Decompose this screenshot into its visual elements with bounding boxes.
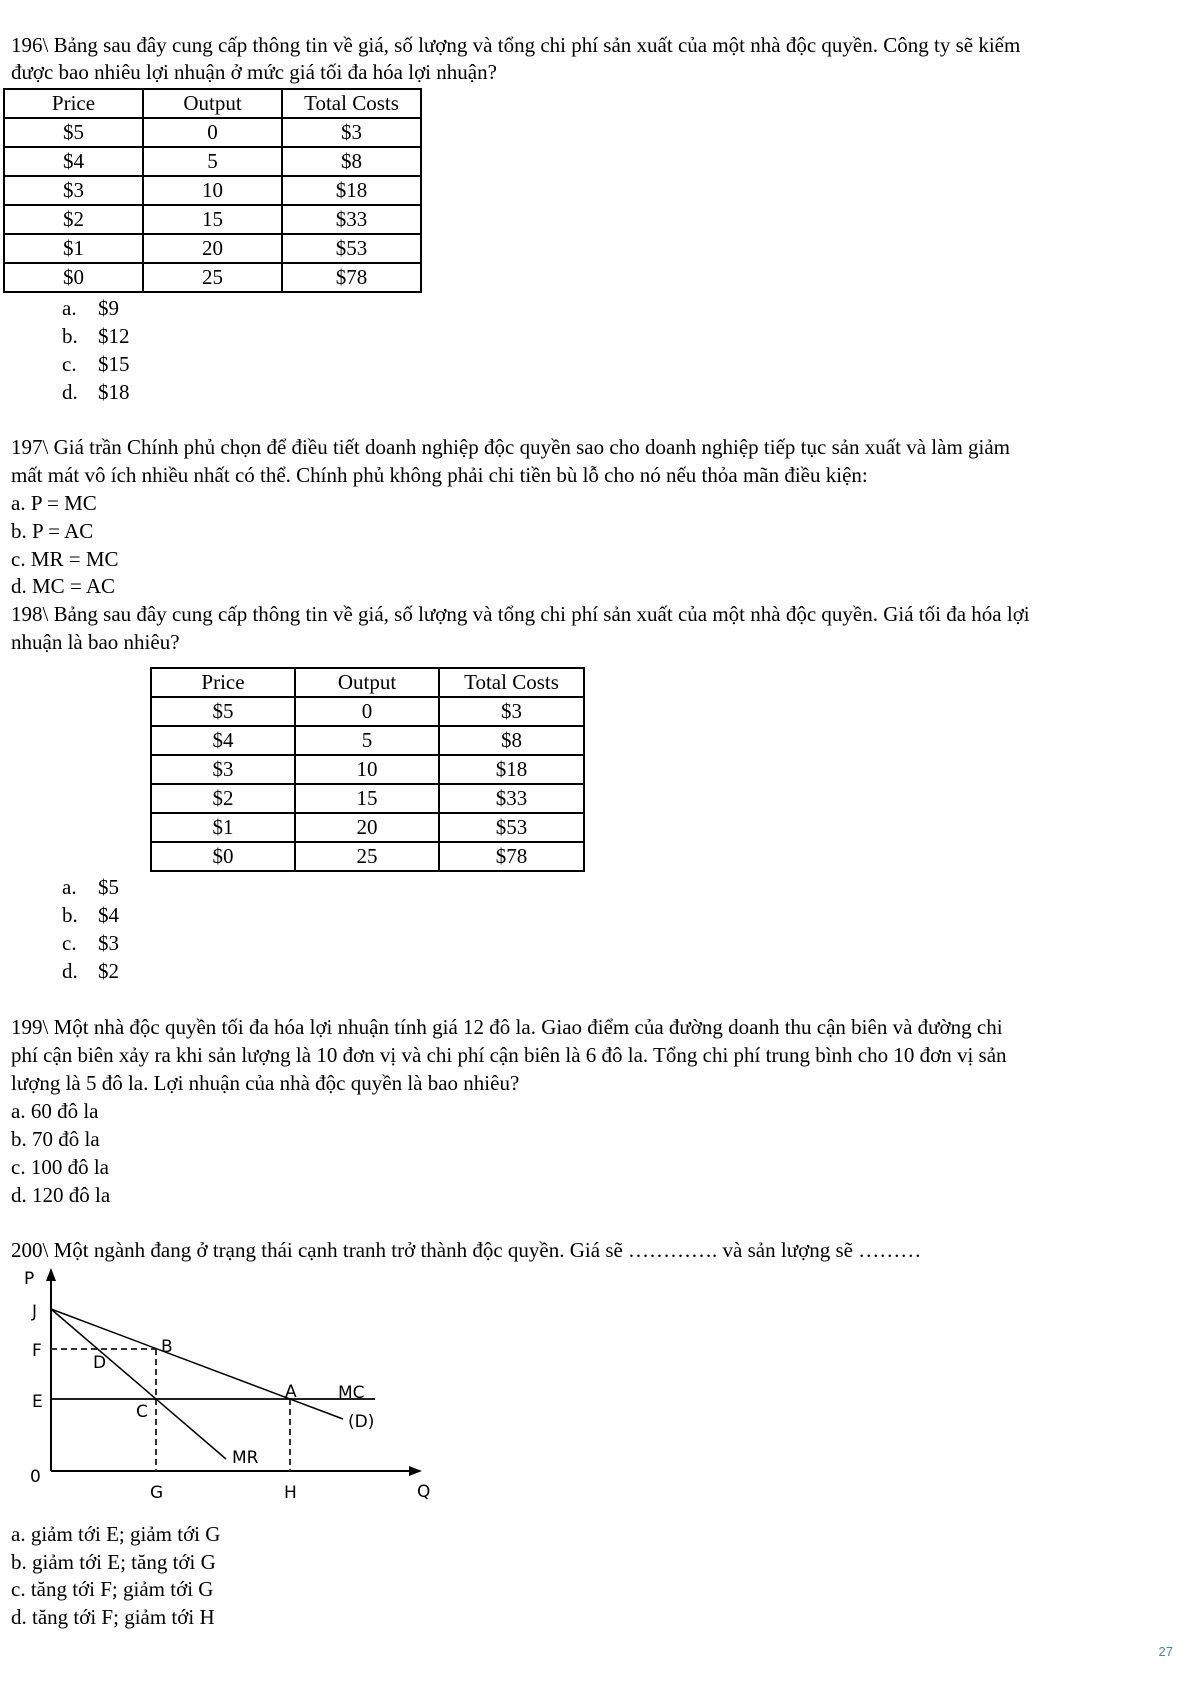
- option-a: [62, 294, 119, 322]
- tick-label-j: J: [32, 1302, 38, 1322]
- question-200-text-line-1: 200\ Một ngành đang ở trạng thái cạnh tranh trở thành độc quyền. Giá sẽ …………. và sản lượng sẽ ………: [11, 1238, 922, 1262]
- cell-total-costs: $18: [282, 176, 421, 205]
- option-a: a. P = MC: [11, 491, 97, 515]
- table-row: [151, 784, 584, 813]
- option-d: [62, 957, 119, 985]
- cell-total-costs: $53: [282, 234, 421, 263]
- question-199-text-line-2: phí cận biên xảy ra khi sản lượng là 10 đơn vị và chi phí cận biên là 6 đô la. Tổng chi phí trung bình cho 10 đơn vị sản: [11, 1043, 1007, 1067]
- curve-label-mc: MC: [338, 1383, 365, 1403]
- option-b: b. P = AC: [11, 519, 94, 543]
- option-text: $2: [98, 959, 119, 983]
- curve-label-demand: (D): [348, 1412, 375, 1432]
- cell-total-costs: $33: [439, 784, 584, 813]
- origin-label: 0: [30, 1467, 41, 1487]
- question-197-text-line-1: 197\ Giá trần Chính phủ chọn để điều tiết doanh nghiệp độc quyền sao cho doanh nghiệp tiếp tục sản xuất và làm giảm: [11, 435, 1011, 459]
- option-letter: c.: [62, 352, 77, 376]
- option-letter: c.: [62, 931, 77, 955]
- cell-price: $2: [4, 205, 143, 234]
- monopoly-diagram: [0, 1265, 450, 1515]
- tick-label-h: H: [284, 1483, 297, 1503]
- cell-price: $0: [151, 842, 295, 871]
- option-d: d. tăng tới F; giảm tới H: [11, 1605, 215, 1629]
- option-letter: b.: [62, 324, 78, 348]
- option-c: c. 100 đô la: [11, 1155, 109, 1179]
- y-axis-label: P: [24, 1269, 35, 1289]
- cell-price: $1: [151, 813, 295, 842]
- option-letter: d.: [62, 380, 78, 404]
- cell-total-costs: $53: [439, 813, 584, 842]
- header-total-costs: Total Costs: [439, 668, 584, 697]
- cell-price: $0: [4, 263, 143, 292]
- option-c: [62, 350, 130, 378]
- table-row: [151, 726, 584, 755]
- cell-price: $5: [4, 118, 143, 147]
- header-output: Output: [143, 89, 282, 118]
- table-row: [151, 842, 584, 871]
- cell-price: $1: [4, 234, 143, 263]
- option-text: $5: [98, 875, 119, 899]
- option-letter: d.: [62, 959, 78, 983]
- option-a: [62, 873, 119, 901]
- cell-output: 0: [295, 697, 439, 726]
- question-197-text-line-2: mất mát vô ích nhiều nhất có thể. Chính phủ không phải chi tiền bù lỗ cho nó nếu thỏa mãn điều kiện:: [11, 463, 868, 487]
- cell-price: $2: [151, 784, 295, 813]
- table-row: [151, 697, 584, 726]
- cell-total-costs: $78: [282, 263, 421, 292]
- cell-output: 0: [143, 118, 282, 147]
- option-a: a. giảm tới E; giảm tới G: [11, 1522, 221, 1546]
- table-row: [151, 813, 584, 842]
- x-axis-label: Q: [417, 1482, 431, 1502]
- x-axis-arrow-icon: [409, 1466, 422, 1476]
- cell-price: $3: [151, 755, 295, 784]
- point-label-b: B: [161, 1337, 173, 1357]
- table-row: [4, 234, 421, 263]
- cell-price: $5: [151, 697, 295, 726]
- cell-total-costs: $33: [282, 205, 421, 234]
- cell-output: 20: [143, 234, 282, 263]
- cell-output: 25: [295, 842, 439, 871]
- table-header-row: [151, 668, 584, 697]
- page-number: 27: [1158, 1644, 1173, 1659]
- cell-output: 10: [295, 755, 439, 784]
- cell-output: 15: [143, 205, 282, 234]
- table-row: [4, 147, 421, 176]
- question-198-table: [150, 667, 585, 872]
- option-letter: a.: [62, 875, 77, 899]
- table-row: [151, 755, 584, 784]
- option-d: [62, 378, 130, 406]
- option-text: $12: [98, 324, 130, 348]
- option-b: [62, 322, 130, 350]
- option-letter: a.: [62, 296, 77, 320]
- point-label-a: A: [285, 1382, 297, 1402]
- header-total-costs: Total Costs: [282, 89, 421, 118]
- option-d: d. 120 đô la: [11, 1183, 111, 1207]
- question-199-text-line-3: lượng là 5 đô la. Lợi nhuận của nhà độc quyền là bao nhiêu?: [11, 1071, 520, 1095]
- cell-total-costs: $3: [282, 118, 421, 147]
- option-b: [62, 901, 119, 929]
- tick-label-g: G: [150, 1483, 164, 1503]
- mr-curve: [51, 1309, 226, 1459]
- cell-total-costs: $8: [282, 147, 421, 176]
- tick-label-e: E: [32, 1392, 43, 1412]
- question-196-text-line-1: 196\ Bảng sau đây cung cấp thông tin về giá, số lượng và tổng chi phí sản xuất của một nhà độc quyền. Công ty sẽ kiếm: [11, 33, 1021, 57]
- cell-total-costs: $8: [439, 726, 584, 755]
- header-output: Output: [295, 668, 439, 697]
- question-198-text-line-1: 198\ Bảng sau đây cung cấp thông tin về giá, số lượng và tổng chi phí sản xuất của một nhà độc quyền. Giá tối đa hóa lợi: [11, 602, 1030, 626]
- option-text: $3: [98, 931, 119, 955]
- option-text: $18: [98, 380, 130, 404]
- question-198-text-line-2: nhuận là bao nhiêu?: [11, 630, 180, 654]
- table-row: [4, 263, 421, 292]
- table-row: [4, 118, 421, 147]
- cell-total-costs: $3: [439, 697, 584, 726]
- option-c: c. MR = MC: [11, 547, 119, 571]
- cell-total-costs: $78: [439, 842, 584, 871]
- question-196-text-line-2: được bao nhiêu lợi nhuận ở mức giá tối đa hóa lợi nhuận?: [11, 60, 497, 84]
- cell-price: $4: [4, 147, 143, 176]
- header-price: Price: [151, 668, 295, 697]
- option-b: b. 70 đô la: [11, 1127, 100, 1151]
- cell-output: 20: [295, 813, 439, 842]
- cell-output: 5: [143, 147, 282, 176]
- table-row: [4, 205, 421, 234]
- option-b: b. giảm tới E; tăng tới G: [11, 1550, 216, 1574]
- option-text: $15: [98, 352, 130, 376]
- option-d: d. MC = AC: [11, 574, 116, 598]
- cell-price: $3: [4, 176, 143, 205]
- option-text: $9: [98, 296, 119, 320]
- point-label-c: C: [136, 1402, 148, 1422]
- cell-output: 15: [295, 784, 439, 813]
- option-text: $4: [98, 903, 119, 927]
- table-row: [4, 176, 421, 205]
- option-letter: b.: [62, 903, 78, 927]
- tick-label-f: F: [32, 1341, 42, 1361]
- option-c: [62, 929, 119, 957]
- question-199-text-line-1: 199\ Một nhà độc quyền tối đa hóa lợi nhuận tính giá 12 đô la. Giao điểm của đường doanh thu cận biên và đường chi: [11, 1015, 1003, 1039]
- header-price: Price: [4, 89, 143, 118]
- option-a: a. 60 đô la: [11, 1099, 99, 1123]
- point-label-d: D: [93, 1353, 107, 1373]
- y-axis-arrow-icon: [46, 1268, 56, 1281]
- table-header-row: [4, 89, 421, 118]
- cell-total-costs: $18: [439, 755, 584, 784]
- cell-output: 5: [295, 726, 439, 755]
- cell-output: 10: [143, 176, 282, 205]
- question-196-table: [3, 88, 422, 293]
- option-c: c. tăng tới F; giảm tới G: [11, 1577, 214, 1601]
- curve-label-mr: MR: [232, 1448, 259, 1468]
- cell-price: $4: [151, 726, 295, 755]
- cell-output: 25: [143, 263, 282, 292]
